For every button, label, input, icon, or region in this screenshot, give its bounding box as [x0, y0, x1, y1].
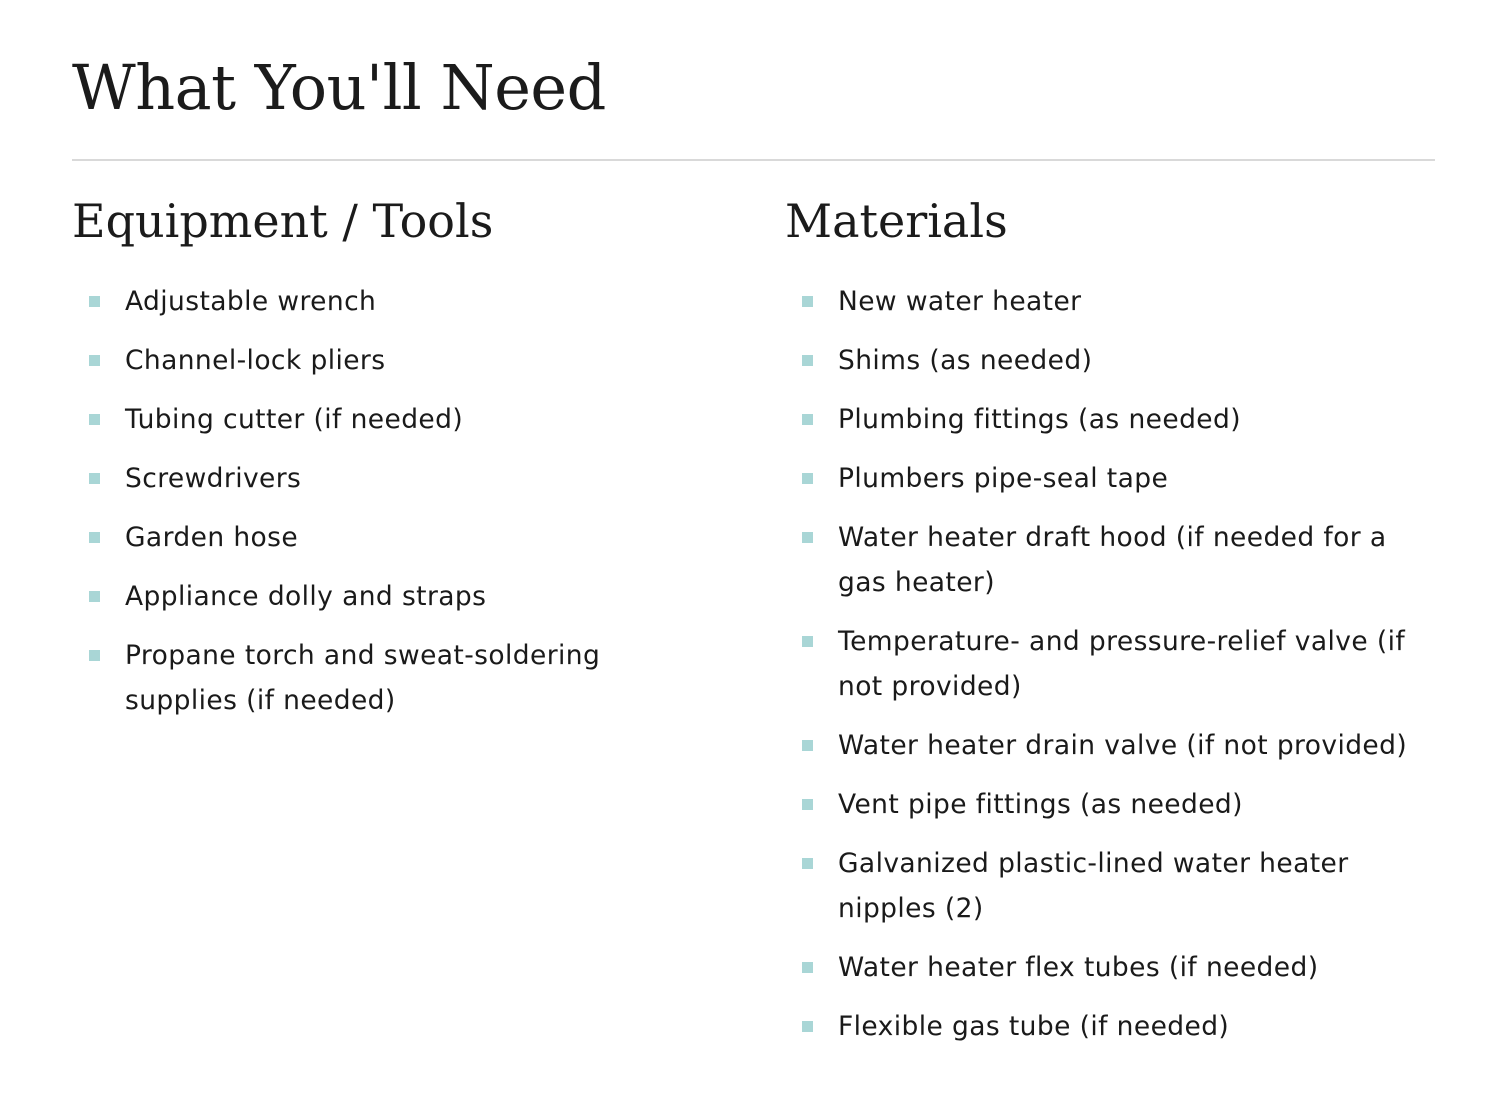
material-item — [785, 279, 1435, 324]
tool-item-label: Garden hose — [125, 522, 299, 553]
tool-item — [72, 279, 672, 324]
title-divider — [72, 159, 1435, 161]
material-item — [785, 841, 1435, 931]
material-item — [785, 397, 1435, 442]
material-item-label: Galvanized plastic-lined water heater nipples (2) — [838, 848, 1349, 924]
tool-item-label: Adjustable wrench — [125, 286, 377, 317]
square-bullet-icon — [802, 799, 813, 810]
square-bullet-icon — [802, 1021, 813, 1032]
square-bullet-icon — [802, 858, 813, 869]
tools-column — [72, 190, 672, 716]
material-item-label: Vent pipe fittings (as needed) — [838, 789, 1243, 820]
square-bullet-icon — [802, 532, 813, 543]
tools-heading: Equipment / Tools — [72, 194, 494, 248]
tool-item — [72, 456, 672, 501]
material-item-label: New water heater — [838, 286, 1082, 317]
square-bullet-icon — [802, 355, 813, 366]
material-item-label: Water heater drain valve (if not provided) — [838, 730, 1408, 761]
material-item — [785, 456, 1435, 501]
square-bullet-icon — [89, 532, 100, 543]
material-item — [785, 723, 1435, 768]
tool-item-label: Appliance dolly and straps — [125, 581, 487, 612]
material-item — [785, 945, 1435, 990]
square-bullet-icon — [802, 296, 813, 307]
square-bullet-icon — [802, 473, 813, 484]
page-title: What You'll Need — [72, 51, 606, 124]
material-item-label: Shims (as needed) — [838, 345, 1093, 376]
square-bullet-icon — [802, 414, 813, 425]
tool-item — [72, 515, 672, 560]
material-item — [785, 338, 1435, 383]
square-bullet-icon — [802, 962, 813, 973]
tool-item — [72, 633, 672, 723]
tool-item-label: Channel-lock pliers — [125, 345, 386, 376]
material-item — [785, 782, 1435, 827]
materials-heading: Materials — [785, 194, 1008, 248]
tool-item-label: Tubing cutter (if needed) — [125, 404, 464, 435]
material-item-label: Flexible gas tube (if needed) — [838, 1011, 1230, 1042]
material-item-label: Temperature- and pressure-relief valve (if not provided) — [838, 626, 1406, 702]
materials-column — [785, 190, 1435, 1042]
tool-item — [72, 338, 672, 383]
material-item-label: Plumbing fittings (as needed) — [838, 404, 1241, 435]
square-bullet-icon — [89, 296, 100, 307]
materials-list — [785, 279, 1435, 1063]
square-bullet-icon — [802, 636, 813, 647]
square-bullet-icon — [89, 650, 100, 661]
square-bullet-icon — [89, 414, 100, 425]
material-item — [785, 619, 1435, 709]
tool-item — [72, 397, 672, 442]
tool-item-label: Propane torch and sweat-soldering supplies (if needed) — [125, 640, 601, 716]
tools-list — [72, 279, 672, 737]
material-item — [785, 515, 1435, 605]
material-item-label: Plumbers pipe-seal tape — [838, 463, 1169, 494]
tool-item — [72, 574, 672, 619]
material-item — [785, 1004, 1435, 1049]
material-item-label: Water heater flex tubes (if needed) — [838, 952, 1319, 983]
square-bullet-icon — [89, 355, 100, 366]
square-bullet-icon — [89, 591, 100, 602]
material-item-label: Water heater draft hood (if needed for a gas heater) — [838, 522, 1387, 598]
square-bullet-icon — [802, 740, 813, 751]
tool-item-label: Screwdrivers — [125, 463, 302, 494]
square-bullet-icon — [89, 473, 100, 484]
